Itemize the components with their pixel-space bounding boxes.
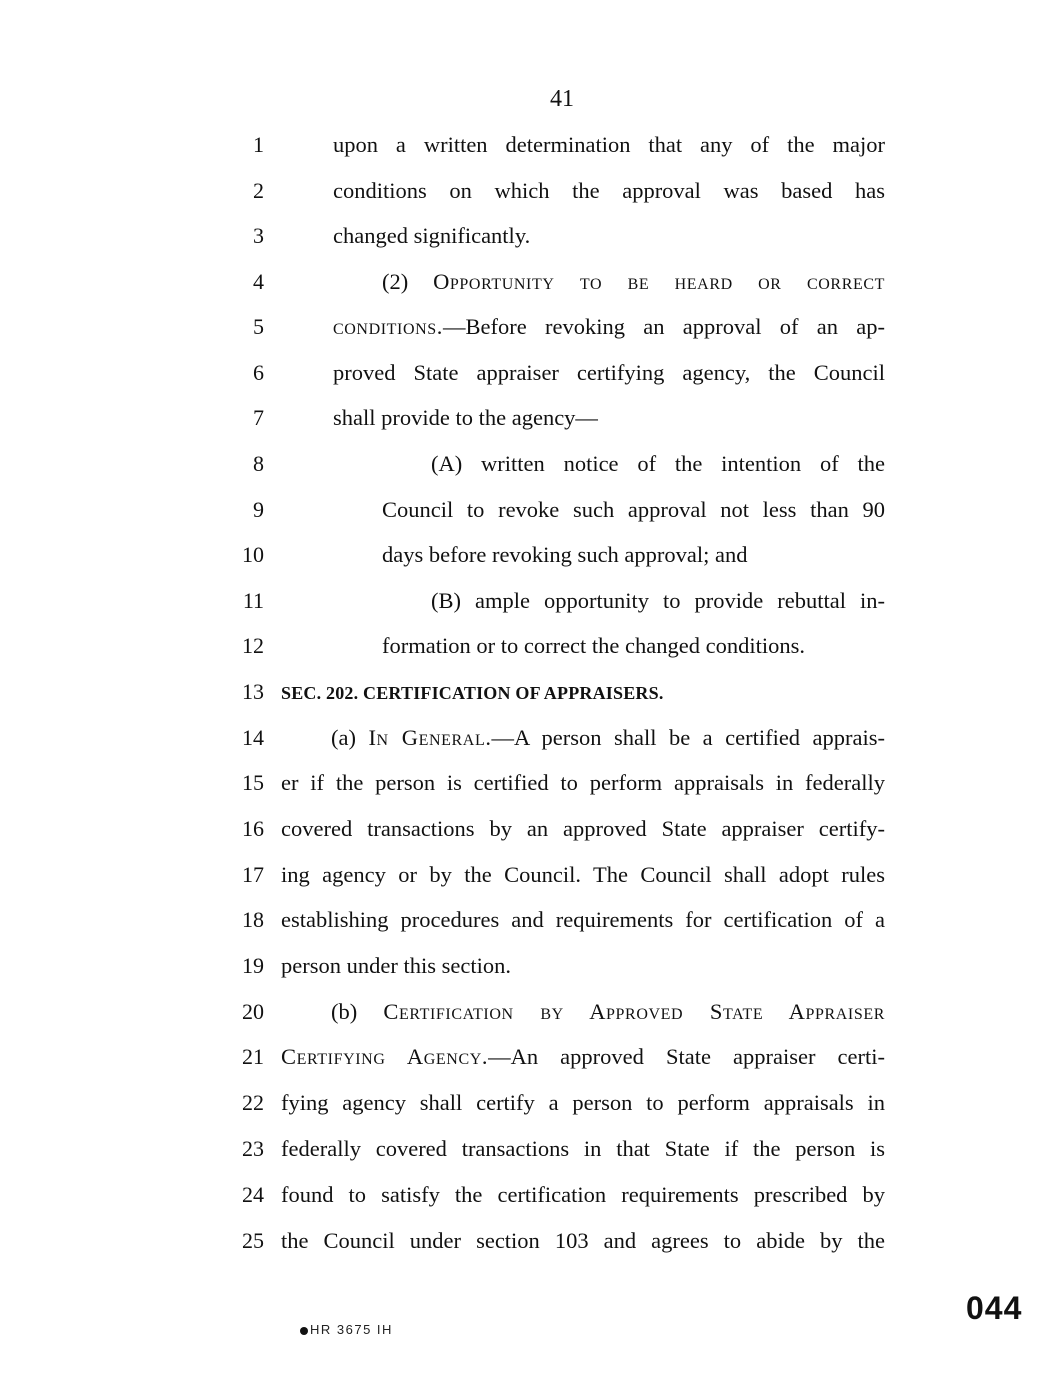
line-number: 1 (253, 132, 264, 157)
subsection-heading-line (331, 723, 885, 753)
text-line: Council to revoke such approval not less than 90 (382, 497, 885, 522)
line-number: 8 (253, 451, 264, 476)
text-line: (A) written notice of the intention of the (431, 451, 885, 476)
line-number: 19 (242, 953, 264, 978)
line-number: 4 (253, 269, 264, 294)
line-number: 21 (242, 1044, 264, 1069)
subsection-heading: conditions. (333, 314, 443, 339)
text-line: establishing procedures and requirements for certification of a (281, 907, 885, 932)
paragraph-marker: (2) (382, 269, 434, 294)
line-number: 13 (242, 679, 264, 704)
line-number: 7 (253, 405, 264, 430)
page-stamp: 044 (966, 1290, 1023, 1326)
line-number: 23 (242, 1136, 264, 1161)
paragraph-marker: (a) (331, 725, 369, 750)
line-number: 24 (242, 1182, 264, 1207)
line-number: 5 (253, 314, 264, 339)
text-run: —Before revoking an approval of an ap- (443, 314, 885, 339)
text-line: changed significantly. (333, 223, 531, 248)
text-line: days before revoking such approval; and (382, 542, 748, 567)
text-line: the Council under section 103 and agrees to abide by the (281, 1228, 885, 1253)
line-number: 6 (253, 360, 264, 385)
line-number: 14 (242, 725, 264, 750)
text-line: formation or to correct the changed conditions. (382, 633, 805, 658)
subsection-heading: Certifying Agency. (281, 1044, 489, 1069)
text-run: —An approved State appraiser certi- (488, 1044, 886, 1069)
paragraph-marker: (b) (331, 999, 384, 1024)
subsection-heading: In General. (368, 725, 492, 750)
text-line: person under this section. (281, 953, 511, 978)
text-line (281, 1042, 885, 1072)
line-number: 9 (253, 497, 264, 522)
bill-identifier (300, 1322, 393, 1337)
text-line: conditions on which the approval was based has (333, 178, 885, 203)
text-line: fying agency shall certify a person to perform appraisals in (281, 1090, 885, 1115)
line-number: 2 (253, 178, 264, 203)
subsection-heading: Certification by Approved State Appraiser (383, 999, 885, 1024)
text-line: er if the person is certified to perform appraisals in federally (281, 770, 885, 795)
text-line: upon a written determination that any of the major (333, 132, 885, 157)
text-line: found to satisfy the certification requirements prescribed by (281, 1182, 885, 1207)
subsection-heading-line (331, 997, 885, 1027)
line-number: 10 (242, 542, 264, 567)
text-line (333, 312, 885, 342)
line-number: 20 (242, 999, 264, 1024)
text-line: proved State appraiser certifying agency, the Council (333, 360, 885, 385)
text-line: ing agency or by the Council. The Council shall adopt rules (281, 862, 885, 887)
line-number: 22 (242, 1090, 264, 1115)
bill-identifier-text: HR 3675 IH (310, 1322, 393, 1337)
line-number: 15 (242, 770, 264, 795)
line-number: 12 (242, 633, 264, 658)
text-line: covered transactions by an approved State appraiser certify- (281, 816, 885, 841)
line-number: 11 (242, 588, 264, 613)
bullet-icon (300, 1327, 308, 1335)
text-run: —A person shall be a certified apprais- (491, 725, 885, 750)
line-number: 3 (253, 223, 264, 248)
text-line: shall provide to the agency— (333, 405, 598, 430)
subsection-heading-line (382, 267, 885, 297)
line-number: 18 (242, 907, 264, 932)
line-number: 17 (242, 862, 264, 887)
text-line: (B) ample opportunity to provide rebuttal in- (431, 588, 885, 613)
text-line: federally covered transactions in that State if the person is (281, 1136, 885, 1161)
subsection-heading: Opportunity to be heard or correct (433, 269, 885, 294)
line-number: 25 (242, 1228, 264, 1253)
section-heading: SEC. 202. CERTIFICATION OF APPRAISERS. (281, 683, 664, 703)
line-number: 16 (242, 816, 264, 841)
page-number: 41 (550, 86, 574, 112)
